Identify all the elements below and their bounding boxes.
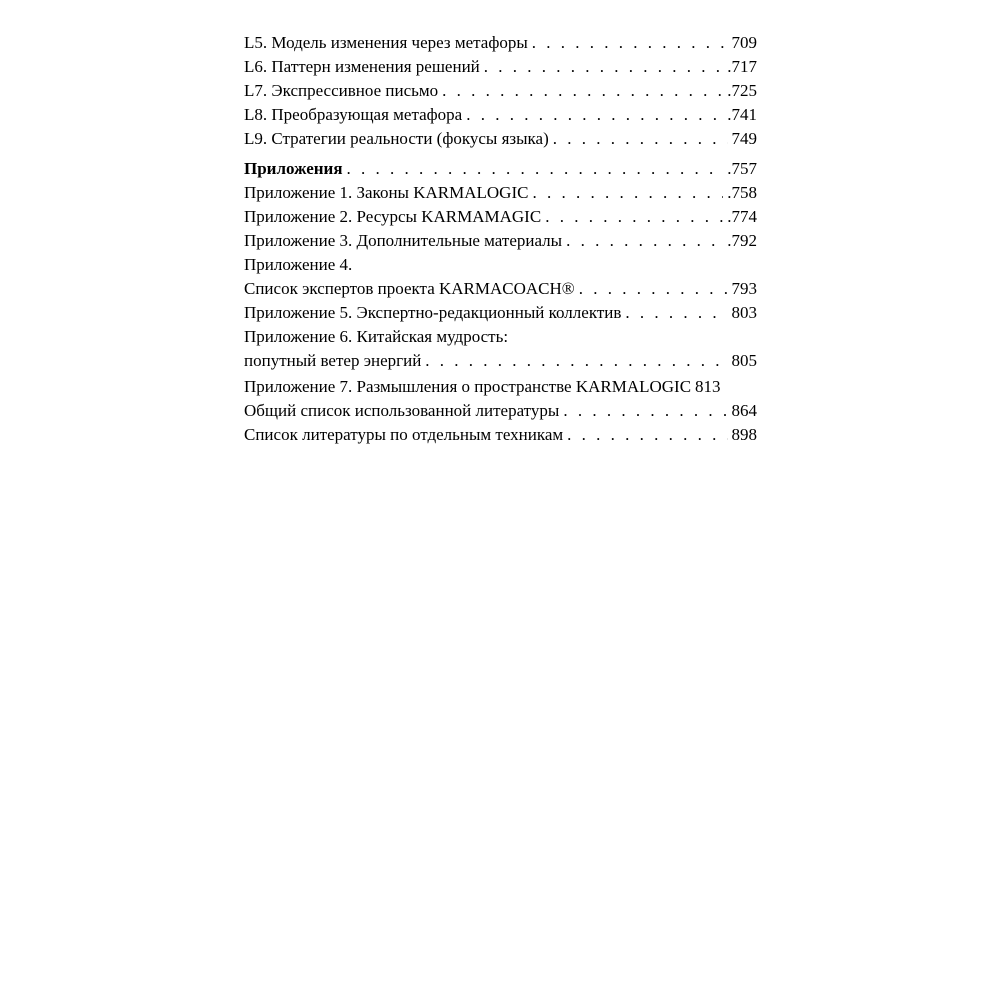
toc-entry-title: Список экспертов проекта KARMACOACH® [244,279,575,298]
toc-entry[interactable] [244,375,757,399]
toc-leader-dots [532,31,728,55]
toc-entry[interactable] [244,205,757,229]
toc-entry[interactable] [244,127,757,151]
toc-entry-page: 864 [731,401,757,420]
toc-entry-title: L5. Модель изменения через метафоры [244,33,528,52]
toc-entry-title: попутный ветер энергий [244,351,422,370]
toc-entry[interactable] [244,399,757,423]
toc-entry[interactable] [244,301,757,325]
toc-entry-title: Приложение 3. Дополнительные материалы [244,231,563,250]
toc-entry[interactable] [244,277,757,301]
toc-entry-title: Приложение 1. Законы KARMALOGIC [244,183,529,202]
toc-entry-title: Приложение 4. [244,255,353,274]
toc-entry-title: Приложение 2. Ресурсы KARMAMAGIC [244,207,542,226]
toc-leader-dots [579,277,728,301]
toc-entry-title: L7. Экспрессивное письмо [244,81,439,100]
toc-leader-dots [347,157,724,181]
toc-entry-page: 898 [731,425,757,444]
toc-entry[interactable] [244,181,757,205]
toc-entry-page: 793 [731,279,757,298]
toc-leader-dots [532,181,723,205]
toc-entry-page: 749 [731,129,757,148]
toc-leader-dots [425,349,727,373]
toc-entry-page: .758 [727,183,757,202]
toc-leader-dots [466,103,723,127]
toc-entry-title: L6. Паттерн изменения решений [244,57,480,76]
toc-leader-dots [563,399,727,423]
toc-leader-dots [442,79,723,103]
toc-leader-dots [566,229,723,253]
toc-entry-page: 803 [731,303,757,322]
toc-entry-page: .717 [727,57,757,76]
toc-entry-line-1[interactable] [244,325,757,349]
toc-entry[interactable] [244,103,757,127]
toc-entry[interactable] [244,55,757,79]
toc-entry-title: L9. Стратегии реальности (фокусы языка) [244,129,549,148]
toc-leader-dots [484,55,723,79]
toc-entry[interactable] [244,79,757,103]
toc-entry-title: Приложение 7. Размышления о пространстве KARMALOGIC [244,377,692,396]
toc-entry[interactable] [244,31,757,55]
toc-entry[interactable] [244,423,757,447]
toc-entry-page: .792 [727,231,757,250]
toc-leader-dots [545,205,723,229]
table-of-contents [244,31,757,447]
toc-entry-title: Общий список использованной литературы [244,401,560,420]
toc-entry-page: .725 [727,81,757,100]
toc-entry-page: .774 [727,207,757,226]
toc-entry-line-1[interactable] [244,253,757,277]
toc-entry-title: L8. Преобразующая метафора [244,105,463,124]
toc-leader-dots [625,301,727,325]
toc-entry-page: 813 [695,377,721,396]
toc-leader-dots [567,423,727,447]
toc-leader-dots [553,127,728,151]
toc-entry[interactable] [244,349,757,373]
toc-entry-page: 805 [731,351,757,370]
toc-entry-title: Приложение 6. Китайская мудрость: [244,327,509,346]
toc-entry-page: 709 [731,33,757,52]
toc-entry-title: Список литературы по отдельным техникам [244,425,564,444]
toc-section-heading[interactable] [244,157,757,181]
toc-section-title: Приложения [244,159,343,178]
toc-entry-title: Приложение 5. Экспертно-редакционный коллектив [244,303,622,322]
toc-entry-page: .741 [727,105,757,124]
toc-entry-page: .757 [727,159,757,178]
toc-entry[interactable] [244,229,757,253]
